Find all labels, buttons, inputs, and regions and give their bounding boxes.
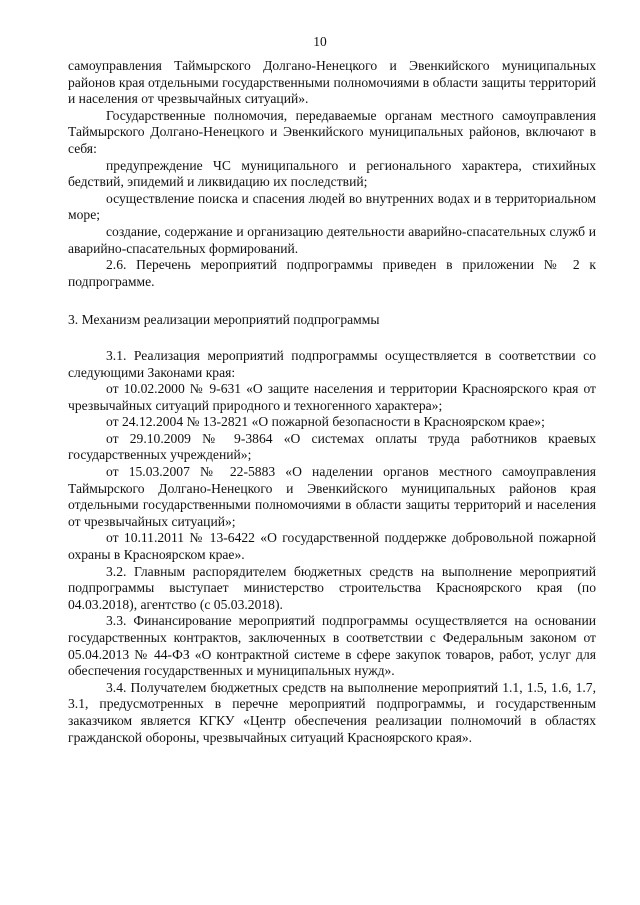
paragraph: от 29.10.2009 № 9-3864 «О системах оплаты труда работников краевых государственных учреждений»; <box>68 430 596 463</box>
paragraph: 3.2. Главным распорядителем бюджетных средств на выполнение мероприятий подпрограммы выступает министерство строительства Красноярского края (по 04.03.2018), агентство (с 05.03.2018). <box>68 563 596 612</box>
paragraph: предупреждение ЧС муниципального и регионального характера, стихийных бедствий, эпидемий и ликвидацию их последствий; <box>68 157 596 190</box>
paragraph: от 10.02.2000 № 9-631 «О защите населения и территории Красноярского края от чрезвычайных ситуаций природного и техногенного характера»; <box>68 381 596 413</box>
paragraph: от 10.11.2011 № 13-6422 «О государственной поддержке добровольной пожарной охраны в Красноярском крае». <box>68 530 596 563</box>
page-number: 10 <box>313 34 327 49</box>
paragraph: создание, содержание и организацию деятельности аварийно-спасательных служб и аварийно-спасательных формирований. <box>68 223 596 256</box>
paragraph: самоуправления Таймырского Долгано-Ненецкого и Эвенкийского муниципальных районов края отдельными государственными полномочиями в области защиты территорий и населения от чрезвычайных ситуаций». <box>68 58 596 107</box>
section-heading: 3. Механизм реализации мероприятий подпрограммы <box>68 312 380 328</box>
paragraph: от 24.12.2004 № 13-2821 «О пожарной безопасности в Красноярском крае»; <box>106 414 545 430</box>
document-body <box>68 58 596 746</box>
paragraph: осуществление поиска и спасения людей во внутренних водах и в территориальном море; <box>68 190 596 223</box>
paragraph: от 15.03.2007 № 22-5883 «О наделении органов местного самоуправления Таймырского Долгано-Ненецкого и Эвенкийского муниципальных районов края отдельными государственными полномочиями в области защиты территорий и населения от чрезвычайных ситуаций»; <box>68 464 596 529</box>
paragraph: 3.3. Финансирование мероприятий подпрограммы осуществляется на основании государственных контрактов, заключенных в соответствии с Федеральным законом от 05.04.2013 № 44-ФЗ «О контрактной системе в сфере закупок товаров, работ, услуг для обеспечения государственных и муниципальных нужд». <box>68 613 596 679</box>
paragraph: 3.4. Получателем бюджетных средств на выполнение мероприятий 1.1, 1.5, 1.6, 1.7, 3.1, предусмотренных в перечне мероприятий подпрограммы, и государственным заказчиком является КГКУ «Центр обеспечения реализации полномочий в областях гражданской обороны, чрезвычайных ситуаций Красноярского края». <box>68 679 596 745</box>
paragraph: 2.6. Перечень мероприятий подпрограммы приведен в приложении № 2 к подпрограмме. <box>68 257 596 289</box>
paragraph: Государственные полномочия, передаваемые органам местного самоуправления Таймырского Долгано-Ненецкого и Эвенкийского муниципальных районов, включают в себя: <box>68 107 596 156</box>
paragraph: 3.1. Реализация мероприятий подпрограммы осуществляется в соответствии со следующими Законами края: <box>68 347 596 380</box>
